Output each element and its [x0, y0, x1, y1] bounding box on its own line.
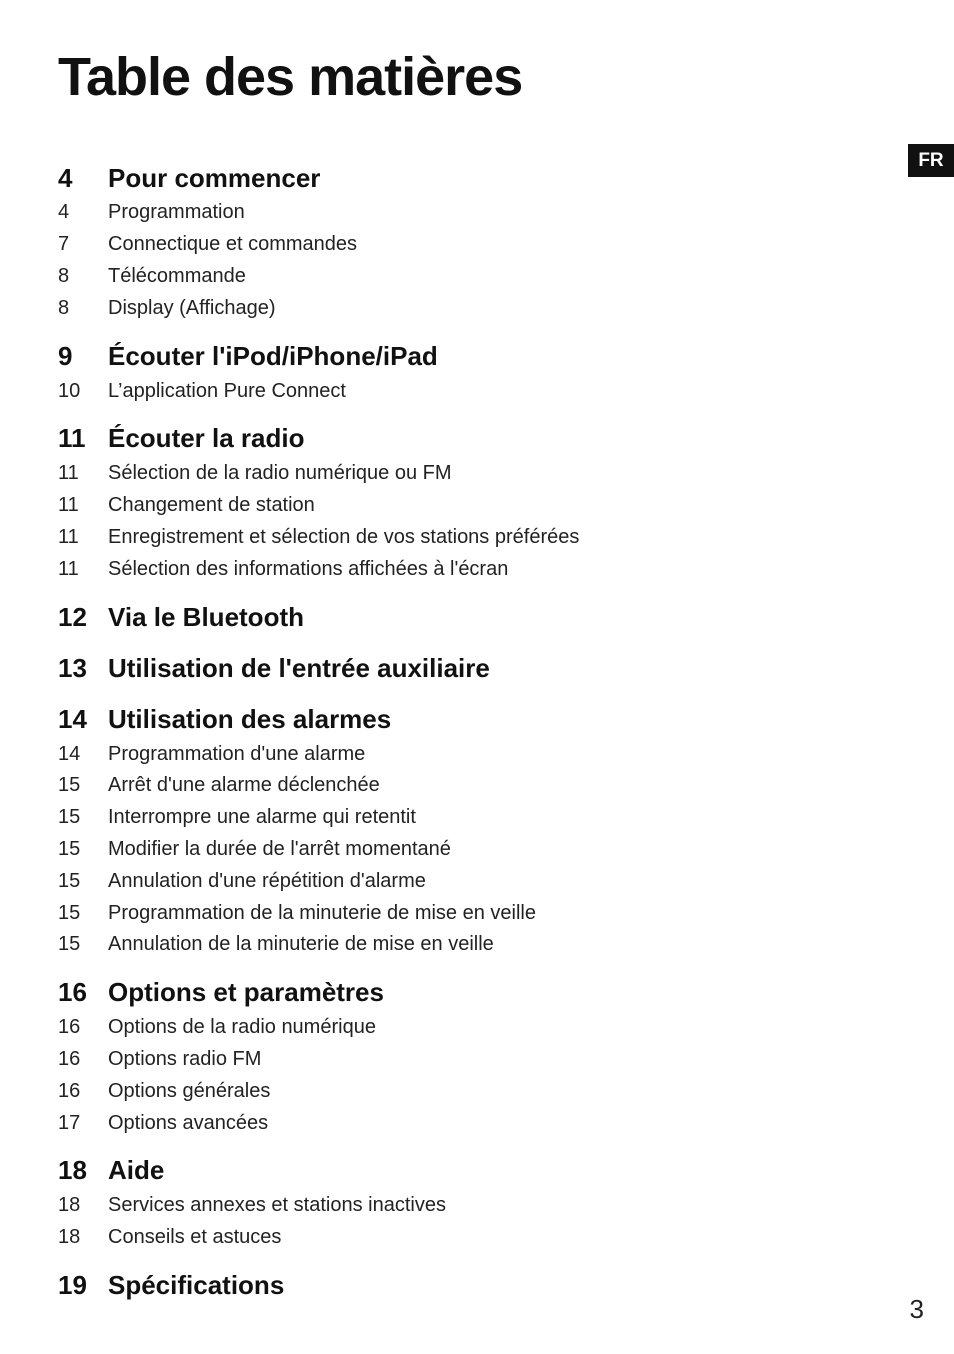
section-title: Écouter l'iPod/iPhone/iPad: [108, 340, 438, 371]
toc-entry[interactable]: [58, 261, 878, 293]
section-title: Écouter la radio: [108, 423, 305, 454]
toc-section: [58, 974, 878, 1139]
section-page-number: 13: [58, 652, 87, 683]
toc-section: [58, 1267, 878, 1305]
toc-entry[interactable]: [58, 897, 878, 929]
entry-page-number: 7: [58, 233, 70, 256]
toc-entry[interactable]: [58, 738, 878, 770]
toc-entry[interactable]: [58, 229, 878, 261]
entry-label: Programmation de la minuterie de mise en veille: [108, 901, 536, 924]
entry-label: Annulation d'une répétition d'alarme: [108, 869, 426, 892]
toc-entry[interactable]: [58, 1012, 878, 1044]
section-page-number: 11: [58, 423, 86, 454]
toc-entry[interactable]: [58, 834, 878, 866]
entry-label: Télécommande: [108, 264, 246, 287]
toc-section: [58, 649, 878, 687]
toc-entry[interactable]: [58, 458, 878, 490]
toc-section: [58, 159, 878, 324]
entry-page-number: 8: [58, 264, 70, 287]
entry-page-number: 11: [58, 462, 79, 485]
toc-entry[interactable]: [58, 1107, 878, 1139]
entry-page-number: 8: [58, 296, 70, 319]
toc-entry[interactable]: [58, 375, 878, 407]
toc-section-heading[interactable]: [58, 420, 878, 458]
page-title: Table des matières: [58, 47, 523, 107]
entry-label: Changement de station: [108, 494, 315, 517]
section-page-number: 9: [58, 340, 73, 371]
toc-section-heading[interactable]: [58, 1267, 878, 1305]
entry-page-number: 4: [58, 201, 70, 224]
entry-label: Display (Affichage): [108, 296, 276, 319]
toc-entry[interactable]: [58, 1044, 878, 1076]
toc-entry[interactable]: [58, 1222, 878, 1254]
toc-section-heading[interactable]: [58, 1152, 878, 1190]
toc-section: [58, 598, 878, 636]
entry-page-number: 11: [58, 557, 79, 580]
toc-entry[interactable]: [58, 490, 878, 522]
entry-label: Programmation d'une alarme: [108, 742, 366, 765]
section-title: Pour commencer: [108, 162, 321, 193]
entry-label: Modifier la durée de l'arrêt momentané: [108, 837, 451, 860]
entry-page-number: 15: [58, 933, 81, 956]
language-badge: FR: [908, 144, 954, 177]
entry-label: Sélection de la radio numérique ou FM: [108, 462, 452, 485]
entry-label: Sélection des informations affichées à l'écran: [108, 557, 509, 580]
toc-entry[interactable]: [58, 865, 878, 897]
toc-section-heading[interactable]: [58, 700, 878, 738]
toc-section-heading[interactable]: [58, 974, 878, 1012]
toc-section-heading[interactable]: [58, 159, 878, 197]
section-title: Utilisation de l'entrée auxiliaire: [108, 652, 490, 683]
entry-label: Conseils et astuces: [108, 1226, 282, 1249]
entry-label: Services annexes et stations inactives: [108, 1194, 446, 1217]
toc-entry[interactable]: [58, 292, 878, 324]
section-title: Aide: [108, 1155, 165, 1186]
page-number: 3: [909, 1294, 924, 1324]
entry-page-number: 11: [58, 494, 79, 517]
entry-page-number: 14: [58, 742, 81, 765]
toc-entry[interactable]: [58, 553, 878, 585]
toc-section: [58, 1152, 878, 1254]
toc-section-heading[interactable]: [58, 649, 878, 687]
entry-label: Options radio FM: [108, 1047, 262, 1070]
entry-label: Options générales: [108, 1079, 271, 1102]
entry-page-number: 15: [58, 869, 81, 892]
section-title: Options et paramètres: [108, 977, 384, 1008]
section-page-number: 14: [58, 703, 87, 734]
toc-section: [58, 420, 878, 585]
section-page-number: 18: [58, 1155, 87, 1186]
entry-label: Connectique et commandes: [108, 233, 358, 256]
table-of-contents: [58, 159, 878, 1318]
toc-entry[interactable]: [58, 522, 878, 554]
entry-page-number: 16: [58, 1079, 81, 1102]
entry-page-number: 10: [58, 379, 81, 402]
entry-label: Programmation: [108, 201, 245, 224]
entry-page-number: 15: [58, 901, 81, 924]
entry-page-number: 15: [58, 774, 81, 797]
toc-section-heading[interactable]: [58, 598, 878, 636]
entry-label: L’application Pure Connect: [108, 379, 346, 402]
section-page-number: 12: [58, 601, 87, 632]
entry-page-number: 15: [58, 806, 81, 829]
entry-page-number: 16: [58, 1047, 81, 1070]
toc-section: [58, 700, 878, 961]
section-page-number: 4: [58, 162, 73, 193]
entry-page-number: 18: [58, 1194, 81, 1217]
toc-entry[interactable]: [58, 1075, 878, 1107]
toc-entry[interactable]: [58, 802, 878, 834]
entry-page-number: 17: [58, 1111, 81, 1134]
toc-entry[interactable]: [58, 929, 878, 961]
entry-label: Interrompre une alarme qui retentit: [108, 806, 416, 829]
entry-page-number: 15: [58, 837, 81, 860]
toc-section-heading[interactable]: [58, 337, 878, 375]
section-page-number: 19: [58, 1270, 87, 1301]
toc-section: [58, 337, 878, 407]
toc-entry[interactable]: [58, 197, 878, 229]
section-title: Spécifications: [108, 1270, 285, 1301]
toc-entry[interactable]: [58, 1190, 878, 1222]
entry-label: Enregistrement et sélection de vos stations préférées: [108, 525, 580, 548]
section-page-number: 16: [58, 977, 87, 1008]
entry-label: Options avancées: [108, 1111, 269, 1134]
section-title: Via le Bluetooth: [108, 601, 304, 632]
entry-page-number: 16: [58, 1016, 81, 1039]
entry-label: Arrêt d'une alarme déclenchée: [108, 774, 380, 797]
entry-page-number: 18: [58, 1226, 81, 1249]
entry-page-number: 11: [58, 525, 79, 548]
entry-label: Annulation de la minuterie de mise en veille: [108, 933, 494, 956]
section-title: Utilisation des alarmes: [108, 703, 392, 734]
toc-entry[interactable]: [58, 770, 878, 802]
entry-label: Options de la radio numérique: [108, 1016, 376, 1039]
